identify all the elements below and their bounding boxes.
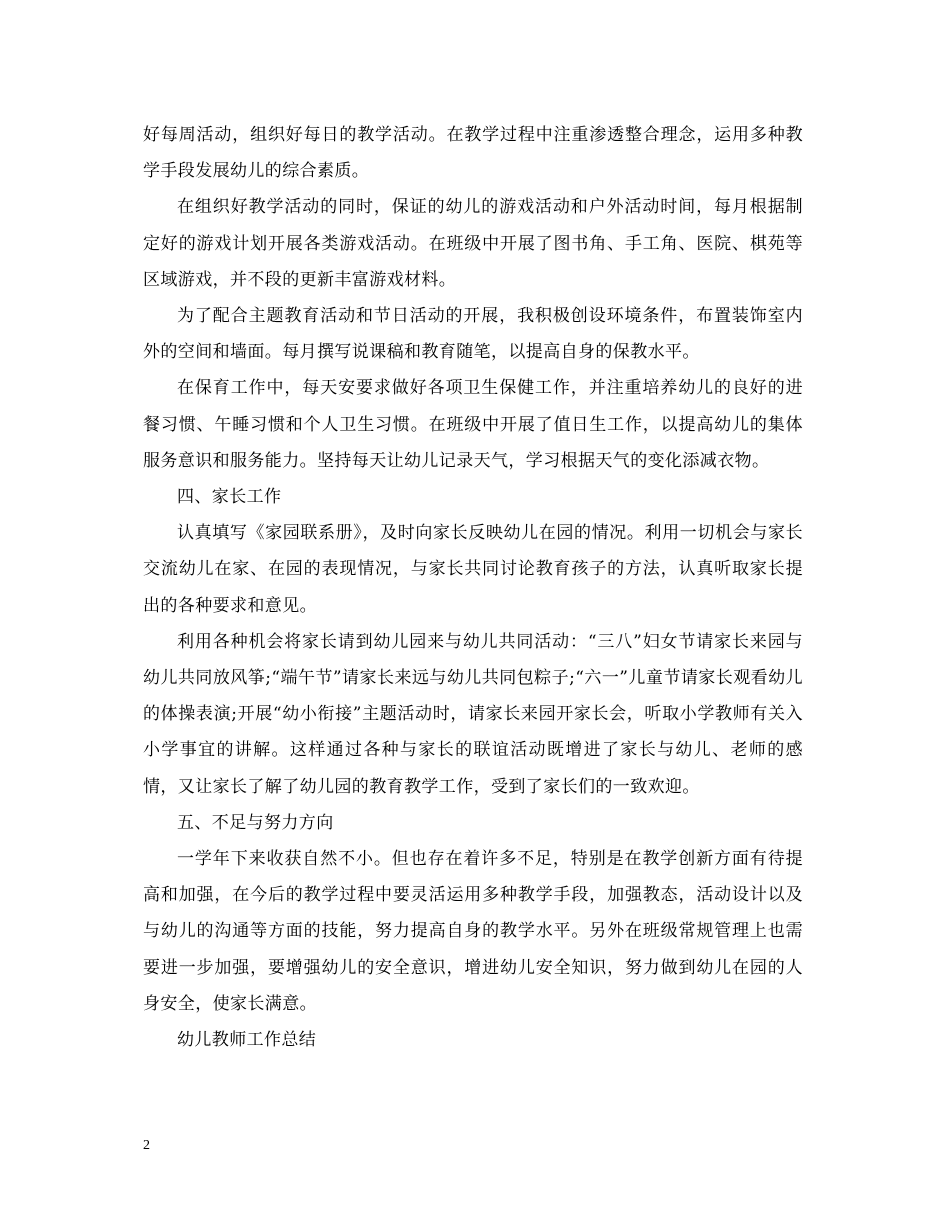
paragraph-3: 为了配合主题教育活动和节日活动的开展，我积极创设环境条件，布置装饰室内外的空间和墙面。每月撰写说课稿和教育随笔，以提高自身的保教水平。: [143, 306, 803, 363]
paragraph-2: 在组织好教学活动的同时，保证的幼儿的游戏活动和户外活动时间，每月根据制定好的游戏计划开展各类游戏活动。在班级中开展了图书角、手工角、医院、棋苑等区域游戏，并不段的更新丰富游戏材料。: [143, 197, 803, 290]
page-number: 2: [143, 1138, 150, 1153]
paragraph-5: 认真填写《家园联系册》，及时向家长反映幼儿在园的情况。利用一切机会与家长交流幼儿在家、在园的表现情况，与家长共同讨论教育孩子的方法，认真听取家长提出的各种要求和意见。: [143, 523, 803, 616]
paragraph-1: 好每周活动，组织好每日的教学活动。在教学过程中注重渗透整合理念，运用多种教学手段发展幼儿的综合素质。: [143, 125, 803, 182]
section-heading-summary-title: 幼儿教师工作总结: [177, 1030, 317, 1051]
document-body: [143, 117, 803, 1058]
paragraph-7: 一学年下来收获自然不小。但也存在着许多不足，特别是在教学创新方面有待提高和加强，在今后的教学过程中要灵活运用多种教学手段，加强教态，活动设计以及与幼儿的沟通等方面的技能，努力提高自身的教学水平。另外在班级常规管理上也需要进一步加强，要增强幼儿的安全意识，增进幼儿安全知识，努力做到幼儿在园的人身安全，使家长满意。: [143, 849, 803, 1014]
paragraph-4: 在保育工作中，每天安要求做好各项卫生保健工作，并注重培养幼儿的良好的进餐习惯、午睡习惯和个人卫生习惯。在班级中开展了值日生工作，以提高幼儿的集体服务意识和服务能力。坚持每天让幼儿记录天气，学习根据天气的变化添减衣物。: [143, 378, 803, 471]
paragraph-6: 利用各种机会将家长请到幼儿园来与幼儿共同活动：“三八”妇女节请家长来园与幼儿共同放风筝;“端午节”请家长来远与幼儿共同包粽子;“六一”儿童节请家长观看幼儿的体操表演;开展“幼小衔接”主题活动时，请家长来园开家长会，听取小学教师有关入小学事宜的讲解。这样通过各种与家长的联谊活动既增进了家长与幼儿、老师的感情，又让家长了解了幼儿园的教育教学工作，受到了家长们的一致欢迎。: [143, 631, 803, 797]
section-heading-parent-work: 四、家长工作: [177, 487, 282, 508]
section-heading-shortcomings: 五、不足与努力方向: [177, 812, 334, 833]
